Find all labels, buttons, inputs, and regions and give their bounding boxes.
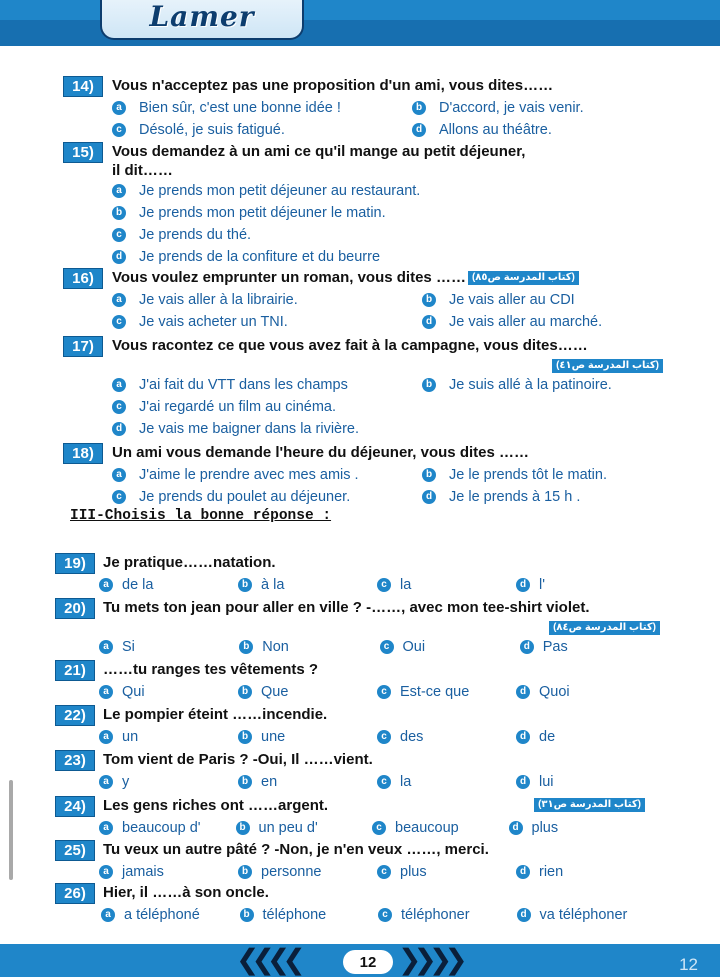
option-a-badge-icon: a bbox=[99, 730, 113, 744]
option-b[interactable] bbox=[238, 684, 377, 700]
question-18 bbox=[63, 443, 663, 508]
option-label: va téléphoner bbox=[539, 907, 628, 923]
option-label: à la bbox=[261, 577, 285, 593]
question-text: Tu veux un autre pâté ? -Non, je n'en veux ……, merci. bbox=[103, 841, 489, 858]
option-c[interactable] bbox=[112, 227, 251, 243]
question-20 bbox=[55, 598, 660, 658]
chevrons-left-icon bbox=[236, 943, 298, 976]
question-text: Les gens riches ont ……argent. bbox=[103, 797, 329, 814]
option-c-badge-icon: c bbox=[380, 640, 394, 654]
option-a[interactable] bbox=[99, 639, 239, 655]
option-b[interactable] bbox=[422, 292, 575, 308]
option-d[interactable] bbox=[516, 684, 655, 700]
option-b-badge-icon: b bbox=[412, 101, 426, 115]
option-a-badge-icon: a bbox=[112, 184, 126, 198]
chevrons-right-icon bbox=[398, 943, 460, 976]
option-label: Désolé, je suis fatigué. bbox=[139, 122, 285, 138]
option-c[interactable] bbox=[112, 122, 412, 138]
option-a-badge-icon: a bbox=[99, 578, 113, 592]
question-text: Un ami vous demande l'heure du déjeuner, vous dites …… bbox=[112, 444, 529, 461]
question-text: Tom vient de Paris ? -Oui, Il ……vient. bbox=[103, 751, 373, 768]
option-label: lui bbox=[539, 774, 554, 790]
option-label: Bien sûr, c'est une bonne idée ! bbox=[139, 100, 341, 116]
question-number: 22) bbox=[55, 705, 95, 726]
option-a[interactable] bbox=[99, 577, 238, 593]
scrollbar[interactable] bbox=[9, 780, 13, 880]
option-b[interactable] bbox=[238, 577, 377, 593]
option-c[interactable] bbox=[378, 907, 517, 923]
option-b-badge-icon: b bbox=[238, 730, 252, 744]
option-d[interactable] bbox=[422, 489, 580, 505]
option-label: Je prends du thé. bbox=[139, 227, 252, 243]
option-label: la bbox=[400, 774, 412, 790]
option-c-badge-icon: c bbox=[112, 228, 126, 242]
textbook-reference: (كتاب المدرسة ص٨٤) bbox=[549, 621, 660, 635]
option-label: jamais bbox=[122, 864, 164, 880]
question-number: 15) bbox=[63, 142, 103, 163]
option-b-badge-icon: b bbox=[238, 685, 252, 699]
option-c-badge-icon: c bbox=[372, 821, 386, 835]
option-b-badge-icon: b bbox=[239, 640, 253, 654]
option-d-badge-icon: d bbox=[509, 821, 523, 835]
option-label: Est-ce que bbox=[400, 684, 470, 700]
option-label: l' bbox=[539, 577, 545, 593]
option-c-badge-icon: c bbox=[112, 315, 126, 329]
option-c-badge-icon: c bbox=[377, 775, 391, 789]
option-label: D'accord, je vais venir. bbox=[439, 100, 584, 116]
option-label: téléphoner bbox=[401, 907, 470, 923]
option-c[interactable] bbox=[377, 684, 516, 700]
option-label: Quoi bbox=[539, 684, 570, 700]
option-a[interactable] bbox=[112, 377, 422, 393]
question-text: ……tu ranges tes vêtements ? bbox=[103, 661, 319, 678]
option-a[interactable] bbox=[112, 100, 412, 116]
option-a[interactable] bbox=[99, 864, 238, 880]
option-a-badge-icon: a bbox=[99, 775, 113, 789]
option-label: personne bbox=[261, 864, 322, 880]
textbook-reference: (كتاب المدرسة ص٨٥) bbox=[468, 271, 579, 285]
option-b[interactable] bbox=[112, 205, 386, 221]
question-19 bbox=[55, 553, 655, 596]
option-a[interactable] bbox=[101, 907, 240, 923]
option-label: un peu d' bbox=[258, 820, 318, 836]
option-label: Je vais aller à la librairie. bbox=[139, 292, 298, 308]
option-c-badge-icon: c bbox=[112, 123, 126, 137]
option-d-badge-icon: d bbox=[412, 123, 426, 137]
option-d[interactable] bbox=[412, 122, 552, 138]
option-d-badge-icon: d bbox=[516, 865, 530, 879]
question-text bbox=[112, 268, 579, 287]
option-a-badge-icon: a bbox=[112, 293, 126, 307]
option-label: Allons au théâtre. bbox=[439, 122, 552, 138]
option-label: de bbox=[539, 729, 556, 745]
option-label: Pas bbox=[542, 639, 568, 655]
option-label: a téléphoné bbox=[124, 907, 200, 923]
option-label: des bbox=[400, 729, 424, 745]
option-b-badge-icon: b bbox=[240, 908, 254, 922]
question-number: 18) bbox=[63, 443, 103, 464]
option-b[interactable] bbox=[238, 729, 377, 745]
question-number: 19) bbox=[55, 553, 95, 574]
option-d-badge-icon: d bbox=[516, 775, 530, 789]
option-label: Je prends du poulet au déjeuner. bbox=[139, 489, 351, 505]
option-d-badge-icon: d bbox=[112, 422, 126, 436]
option-c-badge-icon: c bbox=[112, 490, 126, 504]
question-15 bbox=[63, 142, 663, 268]
option-c[interactable] bbox=[112, 489, 422, 505]
option-c[interactable] bbox=[377, 729, 516, 745]
option-label: Je vais aller au marché. bbox=[449, 314, 603, 330]
option-b-badge-icon: b bbox=[422, 468, 436, 482]
question-number: 25) bbox=[55, 840, 95, 861]
option-c-badge-icon: c bbox=[377, 685, 391, 699]
option-d[interactable] bbox=[112, 249, 380, 265]
page-number-corner: 12 bbox=[679, 955, 698, 974]
option-b[interactable] bbox=[412, 100, 584, 116]
question-number: 20) bbox=[55, 598, 95, 619]
option-c-badge-icon: c bbox=[377, 578, 391, 592]
option-label: beaucoup bbox=[395, 820, 459, 836]
question-text bbox=[112, 142, 525, 180]
question-text-main: Vous voulez emprunter un roman, vous dites …… bbox=[112, 269, 466, 286]
option-c-badge-icon: c bbox=[377, 730, 391, 744]
option-c[interactable] bbox=[380, 639, 520, 655]
option-label: Je prends mon petit déjeuner le matin. bbox=[139, 205, 386, 221]
option-label: Je vais aller au CDI bbox=[449, 292, 575, 308]
option-label: un bbox=[122, 729, 139, 745]
option-d[interactable] bbox=[516, 729, 655, 745]
option-label: Non bbox=[262, 639, 289, 655]
option-b-badge-icon: b bbox=[422, 293, 436, 307]
option-d-badge-icon: d bbox=[112, 250, 126, 264]
page-number: 12 bbox=[343, 950, 393, 974]
question-number: 23) bbox=[55, 750, 95, 771]
option-a-badge-icon: a bbox=[99, 865, 113, 879]
option-label: Qui bbox=[122, 684, 145, 700]
question-22 bbox=[55, 705, 655, 748]
question-text: Le pompier éteint ……incendie. bbox=[103, 706, 328, 723]
option-c[interactable] bbox=[372, 820, 509, 836]
option-label: Je suis allé à la patinoire. bbox=[449, 377, 612, 393]
option-a[interactable] bbox=[99, 820, 236, 836]
question-26 bbox=[55, 883, 655, 926]
question-24 bbox=[55, 796, 645, 839]
option-label: beaucoup d' bbox=[122, 820, 201, 836]
option-d-badge-icon: d bbox=[520, 640, 534, 654]
option-a-badge-icon: a bbox=[99, 821, 113, 835]
logo-text: Lamer bbox=[149, 0, 255, 33]
option-label: en bbox=[261, 774, 278, 790]
option-b[interactable] bbox=[238, 864, 377, 880]
option-label: y bbox=[122, 774, 130, 790]
option-label: une bbox=[261, 729, 286, 745]
option-a[interactable] bbox=[112, 467, 422, 483]
option-d[interactable] bbox=[520, 639, 660, 655]
option-label: J'ai fait du VTT dans les champs bbox=[139, 377, 348, 393]
question-14 bbox=[63, 76, 663, 141]
option-d-badge-icon: d bbox=[517, 908, 531, 922]
option-c-badge-icon: c bbox=[377, 865, 391, 879]
option-b[interactable] bbox=[240, 907, 379, 923]
question-number: 21) bbox=[55, 660, 95, 681]
option-c[interactable] bbox=[112, 399, 336, 415]
option-label: la bbox=[400, 577, 412, 593]
option-label: J'ai regardé un film au cinéma. bbox=[139, 399, 337, 415]
option-d[interactable] bbox=[112, 421, 359, 437]
option-c[interactable] bbox=[377, 864, 516, 880]
logo bbox=[100, 0, 304, 40]
question-text: Hier, il ……à son oncle. bbox=[103, 884, 269, 901]
option-c[interactable] bbox=[377, 774, 516, 790]
option-label: de la bbox=[122, 577, 154, 593]
option-d[interactable] bbox=[509, 820, 646, 836]
option-d-badge-icon: d bbox=[422, 315, 436, 329]
option-a-badge-icon: a bbox=[99, 640, 113, 654]
option-c-badge-icon: c bbox=[378, 908, 392, 922]
option-d-badge-icon: d bbox=[422, 490, 436, 504]
option-a[interactable] bbox=[99, 774, 238, 790]
question-text: Tu mets ton jean pour aller en ville ? -……, avec mon tee-shirt violet. bbox=[103, 599, 590, 616]
option-label: J'aime le prendre avec mes amis . bbox=[139, 467, 359, 483]
option-b[interactable] bbox=[239, 639, 379, 655]
chevrons-left-glyphs: ❮❮❮❮ bbox=[236, 943, 298, 976]
option-b[interactable] bbox=[422, 467, 607, 483]
question-text: Vous n'acceptez pas une proposition d'un ami, vous dites…… bbox=[112, 77, 554, 94]
option-a-badge-icon: a bbox=[112, 101, 126, 115]
option-b-badge-icon: b bbox=[112, 206, 126, 220]
option-label: plus bbox=[531, 820, 559, 836]
chevrons-right-glyphs: ❯❯❯❯ bbox=[398, 943, 460, 976]
question-number: 26) bbox=[55, 883, 95, 904]
option-b-badge-icon: b bbox=[236, 821, 250, 835]
option-d[interactable] bbox=[422, 314, 602, 330]
textbook-reference: (كتاب المدرسة ص٣١) bbox=[534, 798, 645, 812]
option-d-badge-icon: d bbox=[516, 730, 530, 744]
option-a[interactable] bbox=[112, 292, 422, 308]
option-b-badge-icon: b bbox=[238, 865, 252, 879]
option-a[interactable] bbox=[99, 729, 238, 745]
question-number: 14) bbox=[63, 76, 103, 97]
option-label: rien bbox=[539, 864, 564, 880]
option-b[interactable] bbox=[422, 377, 612, 393]
option-a[interactable] bbox=[112, 183, 420, 199]
option-d[interactable] bbox=[516, 577, 655, 593]
option-label: Je le prends à 15 h . bbox=[449, 489, 581, 505]
section-title: III-Choisis la bonne réponse : bbox=[70, 508, 332, 524]
option-a-badge-icon: a bbox=[99, 685, 113, 699]
question-number: 24) bbox=[55, 796, 95, 817]
option-a-badge-icon: a bbox=[112, 468, 126, 482]
option-label: Je prends de la confiture et du beurre bbox=[139, 249, 381, 265]
option-c[interactable] bbox=[377, 577, 516, 593]
question-17 bbox=[63, 336, 663, 440]
option-d-badge-icon: d bbox=[516, 685, 530, 699]
option-label: Je vais me baigner dans la rivière. bbox=[139, 421, 360, 437]
option-a[interactable] bbox=[99, 684, 238, 700]
option-c[interactable] bbox=[112, 314, 422, 330]
textbook-reference: (كتاب المدرسة ص٤١) bbox=[552, 359, 663, 373]
option-d[interactable] bbox=[516, 864, 655, 880]
option-b-badge-icon: b bbox=[238, 578, 252, 592]
option-label: plus bbox=[400, 864, 427, 880]
question-number: 16) bbox=[63, 268, 103, 289]
option-b-badge-icon: b bbox=[238, 775, 252, 789]
question-25 bbox=[55, 840, 655, 883]
question-text-line1: Vous demandez à un ami ce qu'il mange au petit déjeuner, bbox=[112, 143, 526, 160]
option-label: Je prends mon petit déjeuner au restaurant. bbox=[139, 183, 421, 199]
option-label: téléphone bbox=[262, 907, 327, 923]
question-21 bbox=[55, 660, 655, 703]
option-d[interactable] bbox=[517, 907, 656, 923]
question-23 bbox=[55, 750, 655, 793]
option-label: Je le prends tôt le matin. bbox=[449, 467, 607, 483]
option-a-badge-icon: a bbox=[112, 378, 126, 392]
option-label: Oui bbox=[402, 639, 426, 655]
option-a-badge-icon: a bbox=[101, 908, 115, 922]
option-b-badge-icon: b bbox=[422, 378, 436, 392]
option-label: Je vais acheter un TNI. bbox=[139, 314, 288, 330]
option-label: Si bbox=[122, 639, 135, 655]
question-16 bbox=[63, 268, 663, 333]
question-text-line2: il dit…… bbox=[112, 162, 173, 179]
option-d-badge-icon: d bbox=[516, 578, 530, 592]
question-text: Je pratique……natation. bbox=[103, 554, 276, 571]
option-label: Que bbox=[261, 684, 289, 700]
option-c-badge-icon: c bbox=[112, 400, 126, 414]
question-number: 17) bbox=[63, 336, 103, 357]
option-d[interactable] bbox=[516, 774, 655, 790]
option-b[interactable] bbox=[238, 774, 377, 790]
question-text: Vous racontez ce que vous avez fait à la campagne, vous dites…… bbox=[112, 337, 588, 354]
option-b[interactable] bbox=[236, 820, 373, 836]
